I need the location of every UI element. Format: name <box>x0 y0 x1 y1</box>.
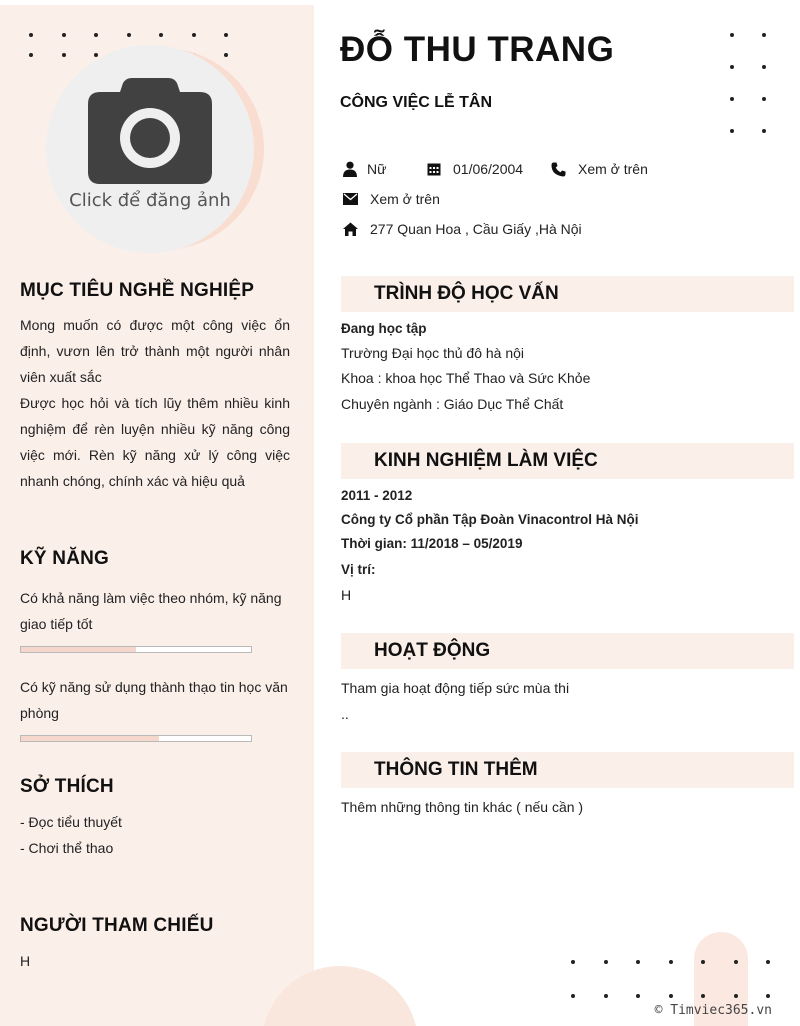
decorative-dot <box>604 960 608 964</box>
phone-value: Xem ở trên <box>578 161 648 177</box>
mail-icon <box>343 193 358 205</box>
decorative-dot <box>766 960 770 964</box>
job-title[interactable]: CÔNG VIỆC LỄ TÂN <box>340 94 493 111</box>
decorative-dot <box>192 33 196 37</box>
decorative-dot <box>604 994 608 998</box>
experience-company[interactable]: Công ty Cổ phần Tập Đoàn Vinacontrol Hà Nội <box>341 512 639 527</box>
decorative-dot <box>701 994 705 998</box>
hobbies-heading: SỞ THÍCH <box>20 776 114 797</box>
decorative-dot <box>571 960 575 964</box>
skill-item-1-text: Có khả năng làm việc theo nhóm, kỹ năng giao tiếp tốt <box>20 590 282 632</box>
phone-field[interactable] <box>551 161 648 177</box>
decorative-dot <box>766 994 770 998</box>
skill-item-1-bar <box>20 646 252 653</box>
decorative-dot <box>730 33 734 37</box>
gender-value: Nữ <box>367 161 387 177</box>
additional-text[interactable]: Thêm những thông tin khác ( nếu cần ) <box>341 799 584 815</box>
education-heading: TRÌNH ĐỘ HỌC VẤN <box>374 283 559 304</box>
decorative-dot <box>636 960 640 964</box>
calendar-icon <box>427 162 441 176</box>
references-text: H <box>20 953 31 969</box>
address-value: 277 Quan Hoa , Cầu Giấy ,Hà Nội <box>370 221 582 237</box>
decorative-dot <box>730 129 734 133</box>
decorative-dot <box>62 53 66 57</box>
decorative-dot <box>224 53 228 57</box>
decorative-dot <box>762 33 766 37</box>
birthday-value: 01/06/2004 <box>453 161 524 177</box>
decorative-dot <box>762 129 766 133</box>
decorative-dot <box>636 994 640 998</box>
decorative-dot <box>669 994 673 998</box>
decorative-dot <box>730 97 734 101</box>
upload-photo-label[interactable]: Click để đăng ảnh <box>69 190 231 211</box>
education-school[interactable]: Trường Đại học thủ đô hà nội <box>341 345 525 361</box>
career-goal-text: Mong muốn có được một công việc ổn định, vươn lên trở thành một người nhân viên xuất sắc Được học hỏi và tích lũy thêm nhiều kinh nghiệm để rèn luyện nhiều kỹ năng công việc mới. Rèn kỹ năng xử lý công việc nhanh chóng, chính xác và hiệu quả <box>20 317 290 489</box>
decorative-dot <box>127 33 131 37</box>
skill-item-2-text: Có kỹ năng sử dụng thành thạo tin học văn phòng <box>20 679 288 721</box>
skill-item-1-level <box>21 647 136 652</box>
education-major[interactable]: Chuyên ngành : Giáo Dục Thể Chất <box>341 396 564 412</box>
decorative-dot <box>701 960 705 964</box>
skills-heading: KỸ NĂNG <box>20 548 110 569</box>
experience-detail[interactable]: H <box>341 587 352 603</box>
watermark: © Timviec365.vn <box>654 1003 772 1018</box>
decorative-dot <box>159 33 163 37</box>
skill-item-2-bar <box>20 735 252 742</box>
decorative-dot <box>94 53 98 57</box>
decorative-dot <box>62 33 66 37</box>
experience-time[interactable]: Thời gian: 11/2018 – 05/2019 <box>341 536 523 551</box>
experience-period[interactable]: 2011 - 2012 <box>341 488 413 503</box>
decorative-dot <box>224 33 228 37</box>
education-status[interactable]: Đang học tập <box>341 321 427 336</box>
user-icon <box>343 161 357 177</box>
education-faculty[interactable]: Khoa : khoa học Thể Thao và Sức Khỏe <box>341 370 591 386</box>
skill-item-2-level <box>21 736 159 741</box>
experience-position[interactable]: Vị trí: <box>341 562 376 577</box>
decorative-dot <box>762 65 766 69</box>
candidate-name[interactable]: ĐỖ THU TRANG <box>340 30 615 69</box>
decorative-dot <box>94 33 98 37</box>
email-value: Xem ở trên <box>370 191 440 207</box>
decorative-dot <box>734 960 738 964</box>
decorative-dot <box>730 65 734 69</box>
activities-heading: HOẠT ĐỘNG <box>374 640 491 661</box>
decorative-dot <box>762 97 766 101</box>
decorative-dot <box>669 960 673 964</box>
decorative-dot <box>571 994 575 998</box>
birthday-field[interactable] <box>427 161 523 177</box>
hobby-item: - Đọc tiểu thuyết <box>20 814 122 830</box>
address-field[interactable] <box>343 221 582 237</box>
email-field[interactable] <box>343 191 440 207</box>
experience-heading: KINH NGHIỆM LÀM VIỆC <box>374 450 598 471</box>
home-icon <box>343 222 358 236</box>
additional-heading: THÔNG TIN THÊM <box>374 759 538 780</box>
camera-icon[interactable] <box>88 76 212 184</box>
hobby-item: - Chơi thể thao <box>20 840 114 856</box>
phone-icon <box>551 162 566 177</box>
references-heading: NGƯỜI THAM CHIẾU <box>20 915 214 936</box>
decorative-dot <box>734 994 738 998</box>
decorative-dot <box>29 33 33 37</box>
decorative-dot <box>29 53 33 57</box>
activities-line-2[interactable]: .. <box>341 706 349 722</box>
career-goal-heading: MỤC TIÊU NGHỀ NGHIỆP <box>20 280 255 301</box>
gender-field[interactable] <box>343 161 386 177</box>
activities-line-1[interactable]: Tham gia hoạt động tiếp sức mùa thi <box>341 680 570 696</box>
